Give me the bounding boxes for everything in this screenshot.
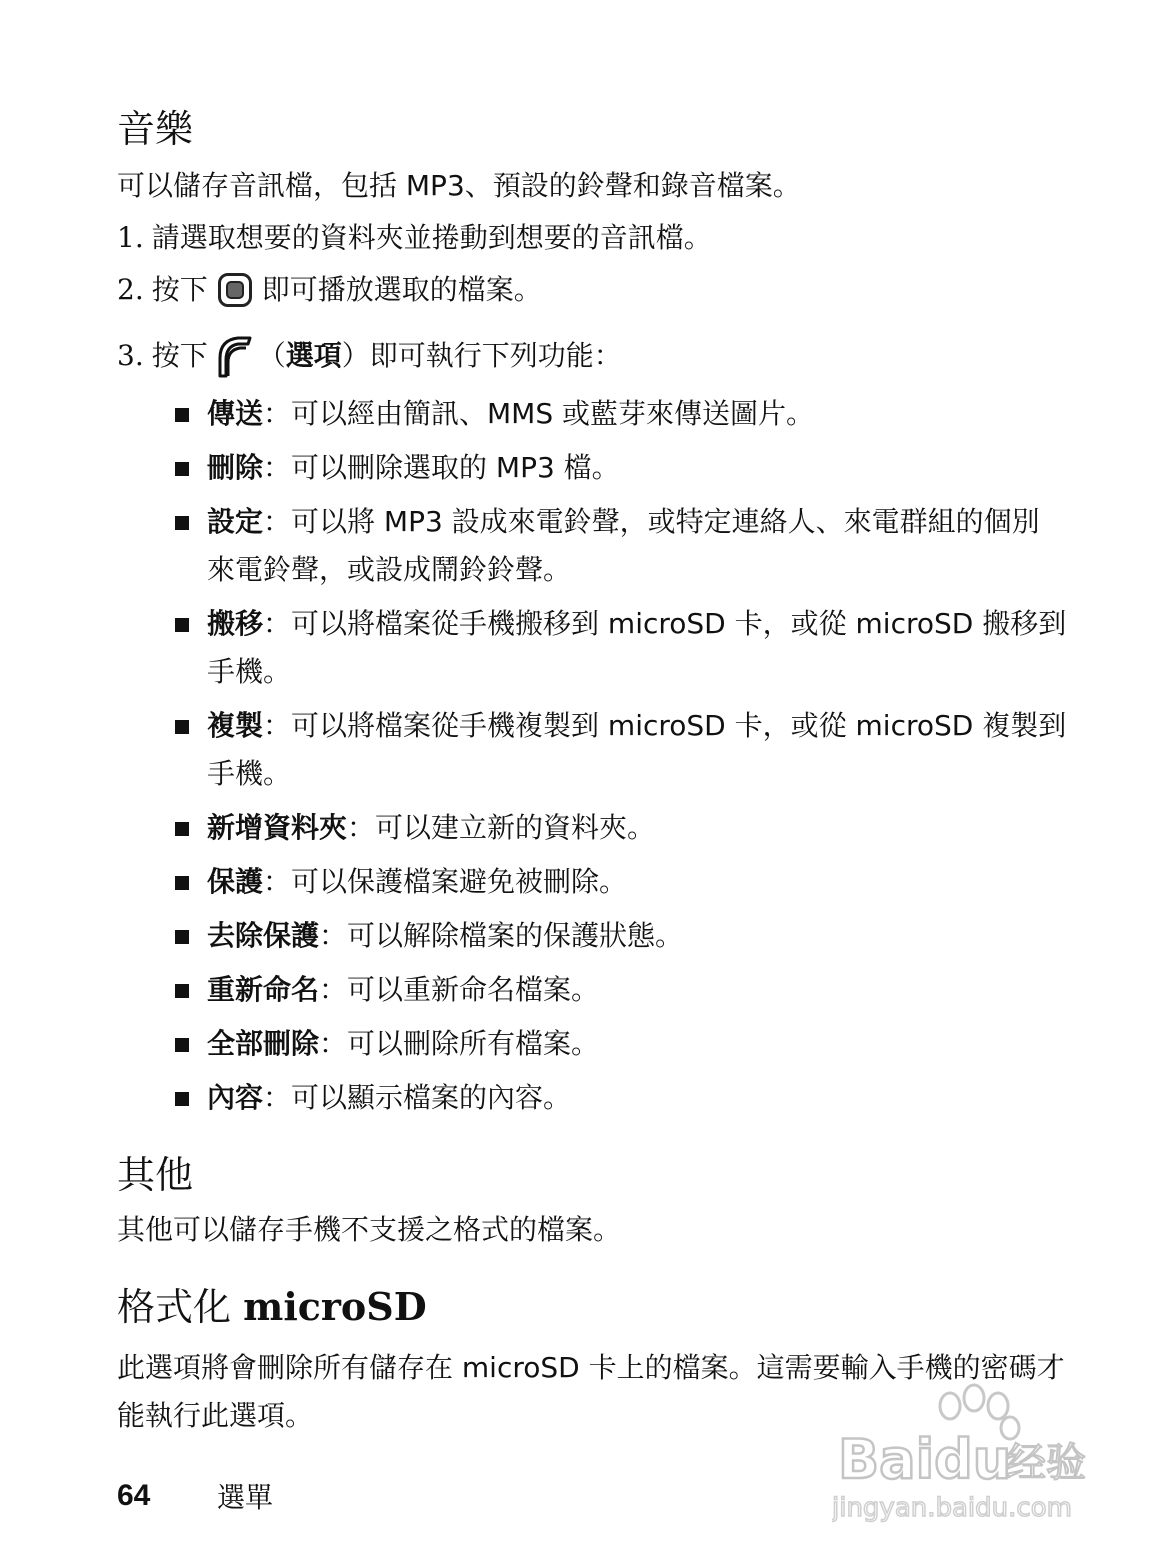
- list-item: [175, 966, 1067, 1014]
- option-term: 保護: [207, 865, 264, 898]
- option-desc: ：可以重新命名檔案。: [319, 973, 600, 1006]
- list-item: [175, 1074, 1067, 1122]
- square-bullet-icon: [175, 822, 189, 836]
- step-2: [117, 266, 1067, 314]
- step-text-before: 按下: [151, 339, 208, 372]
- step-text-before: 按下: [151, 273, 208, 306]
- list-item: [175, 912, 1067, 960]
- heading-latin: microSD: [243, 1284, 427, 1329]
- step-3: [117, 332, 1067, 380]
- option-desc: ：可以刪除所有檔案。: [319, 1027, 600, 1060]
- step-number: 3.: [117, 339, 144, 372]
- square-bullet-icon: [175, 462, 189, 476]
- square-bullet-icon: [175, 516, 189, 530]
- list-item: [175, 600, 1067, 696]
- option-desc: ：可以將 MP3 設成來電鈴聲，或特定連絡人、來電群組的個別來電鈴聲，或設成鬧鈴鈴聲。: [207, 505, 1040, 586]
- option-term: 設定: [207, 505, 264, 538]
- square-bullet-icon: [175, 1038, 189, 1052]
- section-heading-format: [117, 1276, 1067, 1338]
- square-bullet-icon: [175, 876, 189, 890]
- section-other: [117, 1144, 1067, 1254]
- options-list: [117, 390, 1067, 1122]
- other-text: 其他可以儲存手機不支援之格式的檔案。: [117, 1213, 622, 1246]
- list-item: [175, 498, 1067, 594]
- option-term: 複製: [207, 709, 264, 742]
- option-desc: ：可以將檔案從手機複製到 microSD 卡，或從 microSD 複製到手機。: [207, 709, 1067, 790]
- baidu-watermark-logo: [832, 1376, 1102, 1526]
- square-bullet-icon: [175, 930, 189, 944]
- music-intro: 可以儲存音訊檔，包括 MP3、預設的鈴聲和錄音檔案。: [117, 169, 801, 202]
- format-text: 此選項將會刪除所有儲存在 microSD 卡上的檔案。這需要輸入手機的密碼才能執行此選項。: [117, 1351, 1065, 1432]
- heading-cjk: 格式化: [117, 1285, 232, 1329]
- watermark-cjk: 经验: [1006, 1440, 1086, 1486]
- square-bullet-icon: [175, 408, 189, 422]
- page-content: [117, 98, 1067, 1440]
- step-text-after: 即可播放選取的檔案。: [261, 273, 542, 306]
- watermark-brand: Baidu: [838, 1428, 1012, 1491]
- list-item: [175, 1020, 1067, 1068]
- option-term: 去除保護: [207, 919, 320, 952]
- option-desc: ：可以刪除選取的 MP3 檔。: [263, 451, 620, 484]
- square-bullet-icon: [175, 618, 189, 632]
- section-heading-music: 音樂: [117, 107, 194, 151]
- option-term: 刪除: [207, 451, 264, 484]
- option-term: 重新命名: [207, 973, 320, 1006]
- square-bullet-icon: [175, 984, 189, 998]
- option-desc: ：可以將檔案從手機搬移到 microSD 卡，或從 microSD 搬移到手機。: [207, 607, 1067, 688]
- page-number: 64: [117, 1479, 151, 1512]
- left-soft-key-icon: [214, 334, 254, 378]
- list-item: [175, 804, 1067, 852]
- step-text-after: 即可執行下列功能：: [369, 339, 622, 372]
- paren-close: ）: [341, 339, 370, 372]
- step-1: [117, 214, 1067, 262]
- step-text: 請選取想要的資料夾並捲動到想要的音訊檔。: [151, 221, 712, 254]
- paren-open: （: [257, 339, 286, 372]
- option-term: 傳送: [207, 397, 264, 430]
- square-bullet-icon: [175, 1092, 189, 1106]
- option-desc: ：可以建立新的資料夾。: [347, 811, 656, 844]
- list-item: [175, 858, 1067, 906]
- option-term: 新增資料夾: [207, 811, 348, 844]
- option-desc: ：可以經由簡訊、MMS 或藍芽來傳送圖片。: [263, 397, 815, 430]
- option-desc: ：可以保護檔案避免被刪除。: [263, 865, 628, 898]
- option-desc: ：可以顯示檔案的內容。: [263, 1081, 572, 1114]
- square-bullet-icon: [175, 720, 189, 734]
- footer-section-label: 選單: [217, 1481, 274, 1514]
- list-item: [175, 702, 1067, 798]
- option-term: 搬移: [207, 607, 264, 640]
- option-term: 內容: [207, 1081, 264, 1114]
- step-number: 2.: [117, 273, 144, 306]
- page-footer: [117, 1476, 273, 1516]
- watermark-url: jingyan.baidu.com: [832, 1493, 1072, 1523]
- section-heading-other: 其他: [117, 1153, 194, 1197]
- list-item: [175, 444, 1067, 492]
- option-desc: ：可以解除檔案的保護狀態。: [319, 919, 684, 952]
- list-item: [175, 390, 1067, 438]
- nav-center-key-icon: [218, 273, 252, 307]
- step-number: 1.: [117, 221, 144, 254]
- options-softkey-label: 選項: [285, 339, 342, 372]
- option-term: 全部刪除: [207, 1027, 320, 1060]
